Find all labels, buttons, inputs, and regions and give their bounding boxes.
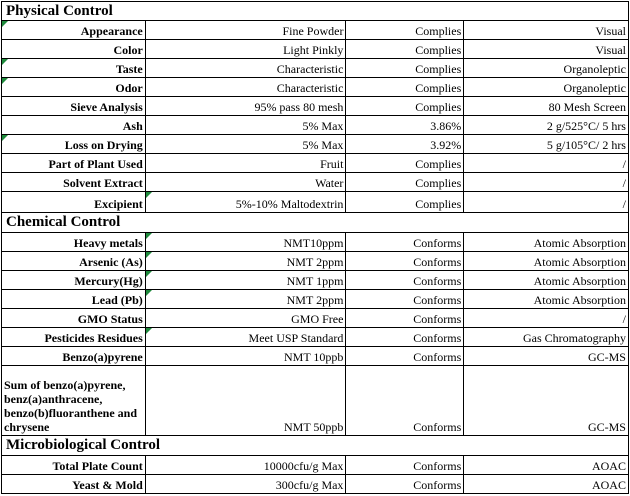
item-label: Solvent Extract <box>63 176 143 190</box>
item-label: Lead (Pb) <box>91 293 143 307</box>
spec-value: 10000cfu/g Max <box>263 459 344 473</box>
table-row[interactable] <box>1 366 629 436</box>
method-value: 5 g/105°C/ 2 hrs <box>546 138 626 152</box>
table-row[interactable] <box>1 116 629 135</box>
spec-cell[interactable] <box>146 21 347 40</box>
method-cell[interactable] <box>464 366 629 436</box>
table-row[interactable] <box>1 271 629 290</box>
item-label: Sum of benzo(a)pyrene, benz(a)anthracene, benzo(b)fluoranthene and chrysene <box>4 378 138 434</box>
method-value: Atomic Absorption <box>533 274 626 288</box>
item-label: Color <box>113 43 143 57</box>
item-label: Yeast & Mold <box>72 478 143 492</box>
result-cell[interactable] <box>346 135 464 154</box>
spec-value: 5%-10% Maltodextrin <box>235 197 344 211</box>
item-cell[interactable] <box>2 135 146 154</box>
result-value: Conforms <box>413 274 462 288</box>
spec-cell[interactable] <box>146 475 347 494</box>
table-row[interactable] <box>1 233 629 252</box>
spec-value: Meet USP Standard <box>248 331 344 345</box>
item-label: Appearance <box>80 24 143 38</box>
table-row[interactable] <box>1 97 629 116</box>
method-cell[interactable] <box>464 290 629 309</box>
result-cell[interactable] <box>346 154 464 173</box>
method-cell[interactable] <box>464 21 629 40</box>
item-label: Benzo(a)pyrene <box>62 350 143 364</box>
item-label: Excipient <box>94 197 143 211</box>
method-cell[interactable] <box>464 135 629 154</box>
item-label: Ash <box>122 119 143 133</box>
cell-marker <box>146 252 152 258</box>
method-value: Atomic Absorption <box>533 255 626 269</box>
spec-value: 300cfu/g Max <box>275 478 344 492</box>
table-row[interactable] <box>1 21 629 40</box>
method-value: Organoleptic <box>563 62 626 76</box>
result-value: Conforms <box>413 420 462 434</box>
item-cell[interactable] <box>2 347 146 366</box>
method-value: / <box>622 312 626 326</box>
section-title: Microbiological Control <box>6 437 161 453</box>
spec-value: Water <box>315 176 344 190</box>
result-cell[interactable] <box>346 271 464 290</box>
table-row[interactable] <box>1 347 629 366</box>
method-value: AOAC <box>591 478 626 492</box>
table-row[interactable] <box>1 456 629 475</box>
method-cell[interactable] <box>464 252 629 271</box>
spec-value: Fruit <box>320 157 344 171</box>
item-label: Loss on Drying <box>64 138 143 152</box>
spec-value: Light Pinkly <box>283 43 344 57</box>
result-cell[interactable] <box>346 456 464 475</box>
result-cell[interactable] <box>346 173 464 192</box>
cell-marker <box>146 233 152 239</box>
method-cell[interactable] <box>464 78 629 97</box>
table-row[interactable] <box>1 192 629 213</box>
table-row[interactable] <box>1 290 629 309</box>
cell-marker <box>146 271 152 277</box>
item-cell[interactable] <box>2 328 146 347</box>
result-value: Complies <box>415 100 462 114</box>
item-label: Part of Plant Used <box>48 157 143 171</box>
method-cell[interactable] <box>464 116 629 135</box>
specification-sheet <box>1 1 629 494</box>
spec-cell[interactable] <box>146 456 347 475</box>
method-cell[interactable] <box>464 173 629 192</box>
cell-marker <box>2 21 8 27</box>
result-value: Conforms <box>413 255 462 269</box>
table-row[interactable] <box>1 475 629 494</box>
spec-cell[interactable] <box>146 97 347 116</box>
item-cell[interactable] <box>2 97 146 116</box>
method-value: AOAC <box>591 459 626 473</box>
item-label: Total Plate Count <box>52 459 143 473</box>
item-cell[interactable] <box>2 309 146 328</box>
method-cell[interactable] <box>464 347 629 366</box>
result-cell[interactable] <box>346 347 464 366</box>
item-cell[interactable] <box>2 116 146 135</box>
method-cell[interactable] <box>464 233 629 252</box>
item-cell[interactable] <box>2 456 146 475</box>
cell-marker <box>146 192 152 198</box>
method-cell[interactable] <box>464 271 629 290</box>
item-label: Arsenic (As) <box>79 255 143 269</box>
item-label: Taste <box>115 62 143 76</box>
item-cell[interactable] <box>2 154 146 173</box>
result-cell[interactable] <box>346 116 464 135</box>
table-row[interactable] <box>1 59 629 78</box>
table-row[interactable] <box>1 40 629 59</box>
method-cell[interactable] <box>464 328 629 347</box>
section-header-chemical[interactable] <box>1 213 629 233</box>
result-cell[interactable] <box>346 328 464 347</box>
result-cell[interactable] <box>346 192 464 213</box>
spec-value: NMT 10ppb <box>283 350 344 364</box>
result-value: Conforms <box>413 331 462 345</box>
cell-marker <box>146 290 152 296</box>
spec-value: NMT 50ppb <box>283 420 344 434</box>
spec-value: NMT 2ppm <box>286 255 344 269</box>
table-row[interactable] <box>1 154 629 173</box>
method-value: Visual <box>595 24 626 38</box>
method-value: / <box>622 157 626 171</box>
section-header-physical[interactable] <box>1 1 629 21</box>
item-cell[interactable] <box>2 252 146 271</box>
result-value: 3.86% <box>430 119 462 133</box>
result-value: Conforms <box>413 350 462 364</box>
section-header-micro[interactable] <box>1 436 629 456</box>
result-cell[interactable] <box>346 290 464 309</box>
spec-value: Fine Powder <box>282 24 344 38</box>
result-cell[interactable] <box>346 233 464 252</box>
method-value: / <box>622 197 626 211</box>
method-value: Gas Chromatography <box>523 331 626 345</box>
item-cell[interactable] <box>2 475 146 494</box>
item-label: Sieve Analysis <box>70 100 143 114</box>
item-cell[interactable] <box>2 78 146 97</box>
method-cell[interactable] <box>464 97 629 116</box>
spec-value: Characteristic <box>276 62 344 76</box>
result-value: Complies <box>415 43 462 57</box>
result-value: Complies <box>415 24 462 38</box>
item-cell[interactable] <box>2 40 146 59</box>
spec-value: GMO Free <box>291 312 344 326</box>
spec-value: Characteristic <box>276 81 344 95</box>
spec-cell[interactable] <box>146 271 347 290</box>
spec-value: 5% Max <box>302 138 344 152</box>
spec-value: 5% Max <box>302 119 344 133</box>
spec-cell[interactable] <box>146 192 347 213</box>
result-value: Complies <box>415 62 462 76</box>
result-cell[interactable] <box>346 475 464 494</box>
method-cell[interactable] <box>464 309 629 328</box>
method-value: Visual <box>595 43 626 57</box>
method-value: Atomic Absorption <box>533 293 626 307</box>
table-row[interactable] <box>1 78 629 97</box>
section-title: Physical Control <box>6 2 113 19</box>
section-title: Chemical Control <box>6 214 121 230</box>
method-cell[interactable] <box>464 475 629 494</box>
result-value: Conforms <box>413 293 462 307</box>
item-cell[interactable] <box>2 21 146 40</box>
result-value: 3.92% <box>430 138 462 152</box>
item-cell[interactable] <box>2 192 146 213</box>
spec-cell[interactable] <box>146 116 347 135</box>
spec-cell[interactable] <box>146 154 347 173</box>
method-cell[interactable] <box>464 40 629 59</box>
cell-marker <box>2 135 8 141</box>
result-value: Conforms <box>413 312 462 326</box>
item-label: Heavy metals <box>73 236 143 250</box>
table-row[interactable] <box>1 309 629 328</box>
spec-value: NMT10ppm <box>283 236 344 250</box>
method-value: Atomic Absorption <box>533 236 626 250</box>
result-value: Complies <box>415 157 462 171</box>
item-cell[interactable] <box>2 271 146 290</box>
spec-cell[interactable] <box>146 135 347 154</box>
result-value: Complies <box>415 176 462 190</box>
method-cell[interactable] <box>464 192 629 213</box>
result-value: Complies <box>415 197 462 211</box>
table-row[interactable] <box>1 328 629 347</box>
method-value: 2 g/525°C/ 5 hrs <box>546 119 626 133</box>
spec-cell[interactable] <box>146 40 347 59</box>
spec-cell[interactable] <box>146 309 347 328</box>
item-label: GMO Status <box>77 312 143 326</box>
method-value: GC-MS <box>587 420 626 434</box>
result-cell[interactable] <box>346 78 464 97</box>
result-cell[interactable] <box>346 97 464 116</box>
spec-cell[interactable] <box>146 290 347 309</box>
result-cell[interactable] <box>346 252 464 271</box>
spec-cell[interactable] <box>146 328 347 347</box>
method-cell[interactable] <box>464 154 629 173</box>
result-cell[interactable] <box>346 366 464 436</box>
spec-cell[interactable] <box>146 59 347 78</box>
result-cell[interactable] <box>346 59 464 78</box>
spec-cell[interactable] <box>146 173 347 192</box>
spec-cell[interactable] <box>146 233 347 252</box>
cell-marker <box>146 328 152 334</box>
item-cell[interactable] <box>2 59 146 78</box>
result-value: Conforms <box>413 459 462 473</box>
method-value: / <box>622 176 626 190</box>
method-cell[interactable] <box>464 59 629 78</box>
item-cell[interactable] <box>2 233 146 252</box>
item-label: Pesticides Residues <box>44 331 143 345</box>
result-cell[interactable] <box>346 40 464 59</box>
item-label: Odor <box>115 81 143 95</box>
spec-value: NMT 1ppm <box>286 274 344 288</box>
spec-value: NMT 2ppm <box>286 293 344 307</box>
table-row[interactable] <box>1 173 629 192</box>
result-value: Conforms <box>413 236 462 250</box>
item-cell[interactable] <box>2 290 146 309</box>
result-value: Complies <box>415 81 462 95</box>
spec-cell[interactable] <box>146 366 347 436</box>
result-cell[interactable] <box>346 21 464 40</box>
table-row[interactable] <box>1 135 629 154</box>
item-label: Mercury(Hg) <box>74 274 143 288</box>
cell-marker <box>2 59 8 65</box>
result-value: Conforms <box>413 478 462 492</box>
result-cell[interactable] <box>346 309 464 328</box>
method-value: GC-MS <box>587 350 626 364</box>
spec-cell[interactable] <box>146 347 347 366</box>
spec-cell[interactable] <box>146 252 347 271</box>
table-row[interactable] <box>1 252 629 271</box>
item-cell[interactable] <box>2 173 146 192</box>
spec-cell[interactable] <box>146 78 347 97</box>
spec-value: 95% pass 80 mesh <box>254 100 344 114</box>
item-cell[interactable] <box>2 366 146 436</box>
cell-marker <box>2 78 8 84</box>
method-value: 80 Mesh Screen <box>548 100 626 114</box>
method-cell[interactable] <box>464 456 629 475</box>
method-value: Organoleptic <box>563 81 626 95</box>
